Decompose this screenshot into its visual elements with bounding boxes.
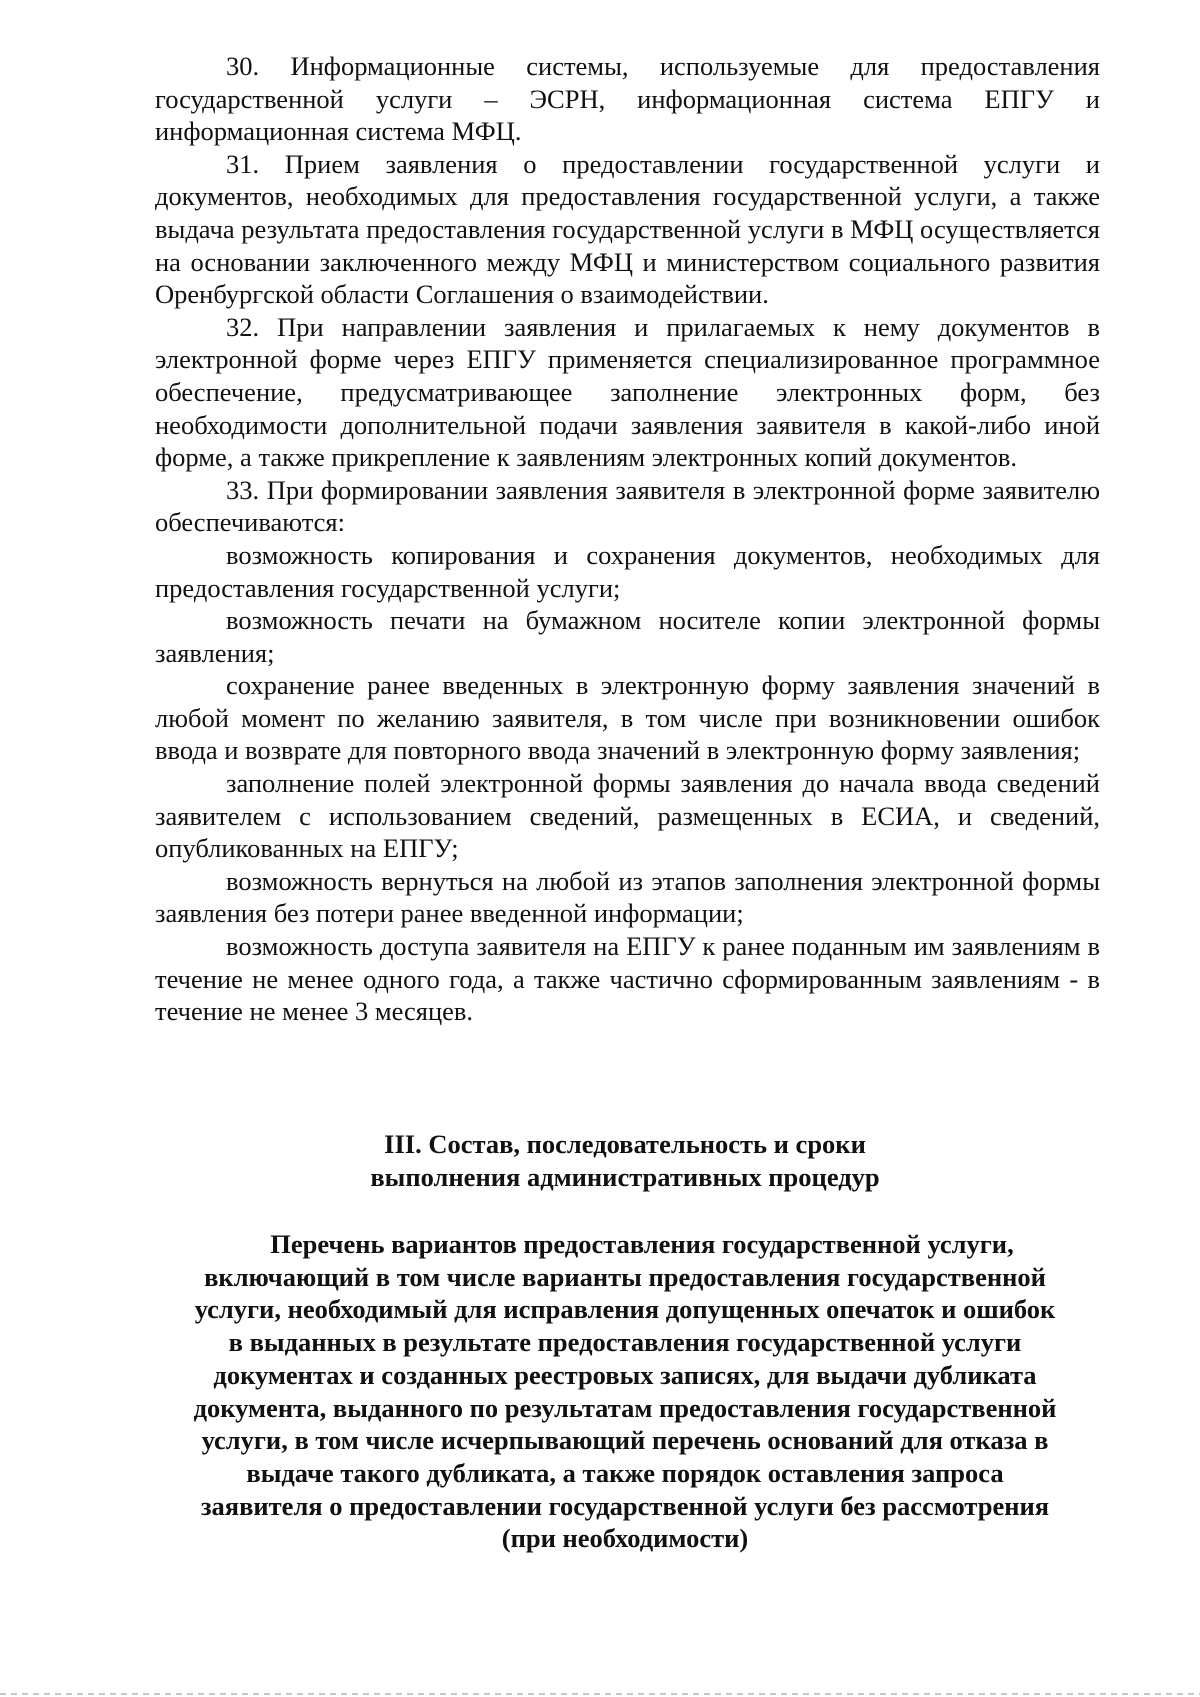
list-item-copy-save: возможность копирования и сохранения документов, необходимых для предоставления государственной услуги; [155, 539, 1100, 603]
subsection-heading-line: документа, выданного по результатам предоставления государственной [193, 1392, 1057, 1423]
subsection-heading-line: выдаче такого дубликата, а также порядок оставления запроса [246, 1457, 1004, 1488]
subsection-heading-line: документах и созданных реестровых записях, для выдачи дубликата [213, 1359, 1037, 1390]
paragraph-32: 32. При направлении заявления и прилагаемых к нему документов в электронной форме через ЕПГУ применяется специализированное программное обеспечение, предусматривающее заполнение электронных форм, без необходимости дополнительной подачи заявления заявителя в какой-либо иной форме, а также прикрепление к заявлениям электронных копий документов. [155, 311, 1100, 473]
subsection-heading-line: услуги, необходимый для исправления допущенных опечаток и ошибок [194, 1294, 1056, 1325]
list-item-save-values: сохранение ранее введенных в электронную форму заявления значений в любой момент по желанию заявителя, в том числе при возникновении ошибок ввода и возврате для повторного ввода значений в электронную форму заявления; [155, 670, 1100, 766]
list-item-return-step: возможность вернуться на любой из этапов заполнения электронной формы заявления без потери ранее введенной информации; [155, 865, 1100, 929]
subsection-heading-line: услуги, в том числе исчерпывающий перечень оснований для отказа в [201, 1425, 1049, 1456]
paragraph-30: 30. Информационные системы, используемые для предоставления государственной услуги – ЭСРН, информационная система ЕПГУ и информационная система МФЦ. [155, 51, 1100, 147]
subsection-heading-line: (при необходимости) [501, 1523, 749, 1554]
subsection-heading-line: заявителя о предоставлении государственной услуги без рассмотрения [200, 1490, 1050, 1521]
paragraph-31: 31. Прием заявления о предоставлении государственной услуги и документов, необходимых для предоставления государственной услуги, а также выдача результата предоставления государственной услуги в МФЦ осуществляется на основании заключенного между МФЦ и министерством социального развития Оренбургской области Соглашения о взаимодействии. [155, 148, 1100, 310]
list-item-print: возможность печати на бумажном носителе копии электронной формы заявления; [155, 605, 1100, 668]
subsection-heading-line: в выданных в результате предоставления государственной услуги [228, 1327, 1022, 1358]
section-heading-line: III. Состав, последовательность и сроки [384, 1129, 866, 1159]
section-heading-line: выполнения административных процедур [370, 1162, 880, 1192]
document-body [155, 50, 1100, 1028]
subsection-heading-line: включающий в том числе варианты предоставления государственной [204, 1261, 1046, 1292]
list-item-access: возможность доступа заявителя на ЕПГУ к ранее поданным им заявлениям в течение не менее одного года, а также частично сформированным заявлениям - в течение не менее 3 месяцев. [155, 931, 1100, 1027]
scan-edge-divider [0, 1693, 1200, 1695]
paragraph-33: 33. При формировании заявления заявителя в электронной форме заявителю обеспечиваются: [155, 474, 1100, 538]
subsection-heading [130, 1228, 1120, 1555]
list-item-prefill: заполнение полей электронной формы заявления до начала ввода сведений заявителем с использованием сведений, размещенных в ЕСИА, и сведений, опубликованных на ЕПГУ; [155, 768, 1100, 864]
subsection-heading-line: Перечень вариантов предоставления государственной услуги, [270, 1229, 1014, 1259]
section-heading [150, 1128, 1100, 1194]
